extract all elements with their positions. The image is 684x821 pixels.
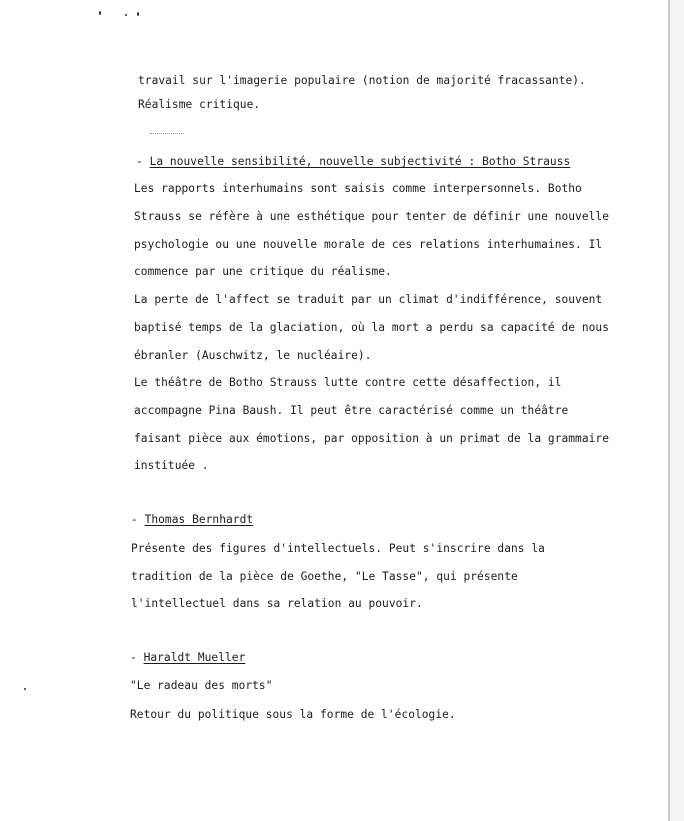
text-line: commence par une critique du réalisme. [134, 265, 392, 278]
heading-dash: - [136, 155, 150, 168]
heading-dash: - [131, 513, 145, 526]
scan-speck [125, 14, 127, 16]
text-line: tradition de la pièce de Goethe, "Le Tasse", qui présente [131, 570, 518, 583]
section-heading-botho-strauss [136, 155, 570, 169]
text-line: ébranler (Auschwitz, le nucléaire). [134, 349, 372, 362]
text-line: accompagne Pina Baush. Il peut être caractérisé comme un théâtre [134, 404, 569, 417]
section-heading-haraldt-mueller [130, 651, 245, 665]
text-line: Présente des figures d'intellectuels. Peut s'inscrire dans la [131, 542, 545, 555]
scan-speck [137, 12, 139, 16]
scan-speck [24, 688, 26, 690]
text-line: instituée . [134, 459, 209, 472]
text-line: Retour du politique sous la forme de l'écologie. [130, 708, 456, 721]
section-heading-thomas-bernhardt [131, 513, 253, 527]
heading-text: Thomas Bernhardt [144, 513, 254, 526]
text-line: psychologie ou une nouvelle morale de ces relations interhumaines. Il [134, 238, 603, 251]
viewer-background [670, 0, 684, 821]
text-line: travail sur l'imagerie populaire (notion de majorité fracassante). [138, 74, 586, 87]
text-line: faisant pièce aux émotions, par opposition à un primat de la grammaire [134, 432, 609, 445]
text-line: La perte de l'affect se traduit par un climat d'indifférence, souvent [134, 293, 603, 306]
text-line: baptisé temps de la glaciation, où la mort a perdu sa capacité de nous [134, 321, 609, 334]
text-line: l'intellectuel dans sa relation au pouvoir. [131, 597, 423, 610]
scan-speck [99, 11, 101, 15]
heading-text: La nouvelle sensibilité, nouvelle subjectivité : Botho Strauss [149, 155, 571, 168]
heading-dash: - [130, 651, 144, 664]
text-line: Réalisme critique. [138, 98, 261, 111]
scan-marks [150, 133, 184, 136]
text-line: Strauss se réfère à une esthétique pour tenter de définir une nouvelle [134, 210, 609, 223]
text-line: Le théâtre de Botho Strauss lutte contre cette désaffection, il [134, 376, 562, 389]
text-line: "Le radeau des morts" [130, 679, 273, 692]
text-line: Les rapports interhumains sont saisis comme interpersonnels. Botho [134, 182, 582, 195]
heading-text: Haraldt Mueller [143, 651, 246, 664]
